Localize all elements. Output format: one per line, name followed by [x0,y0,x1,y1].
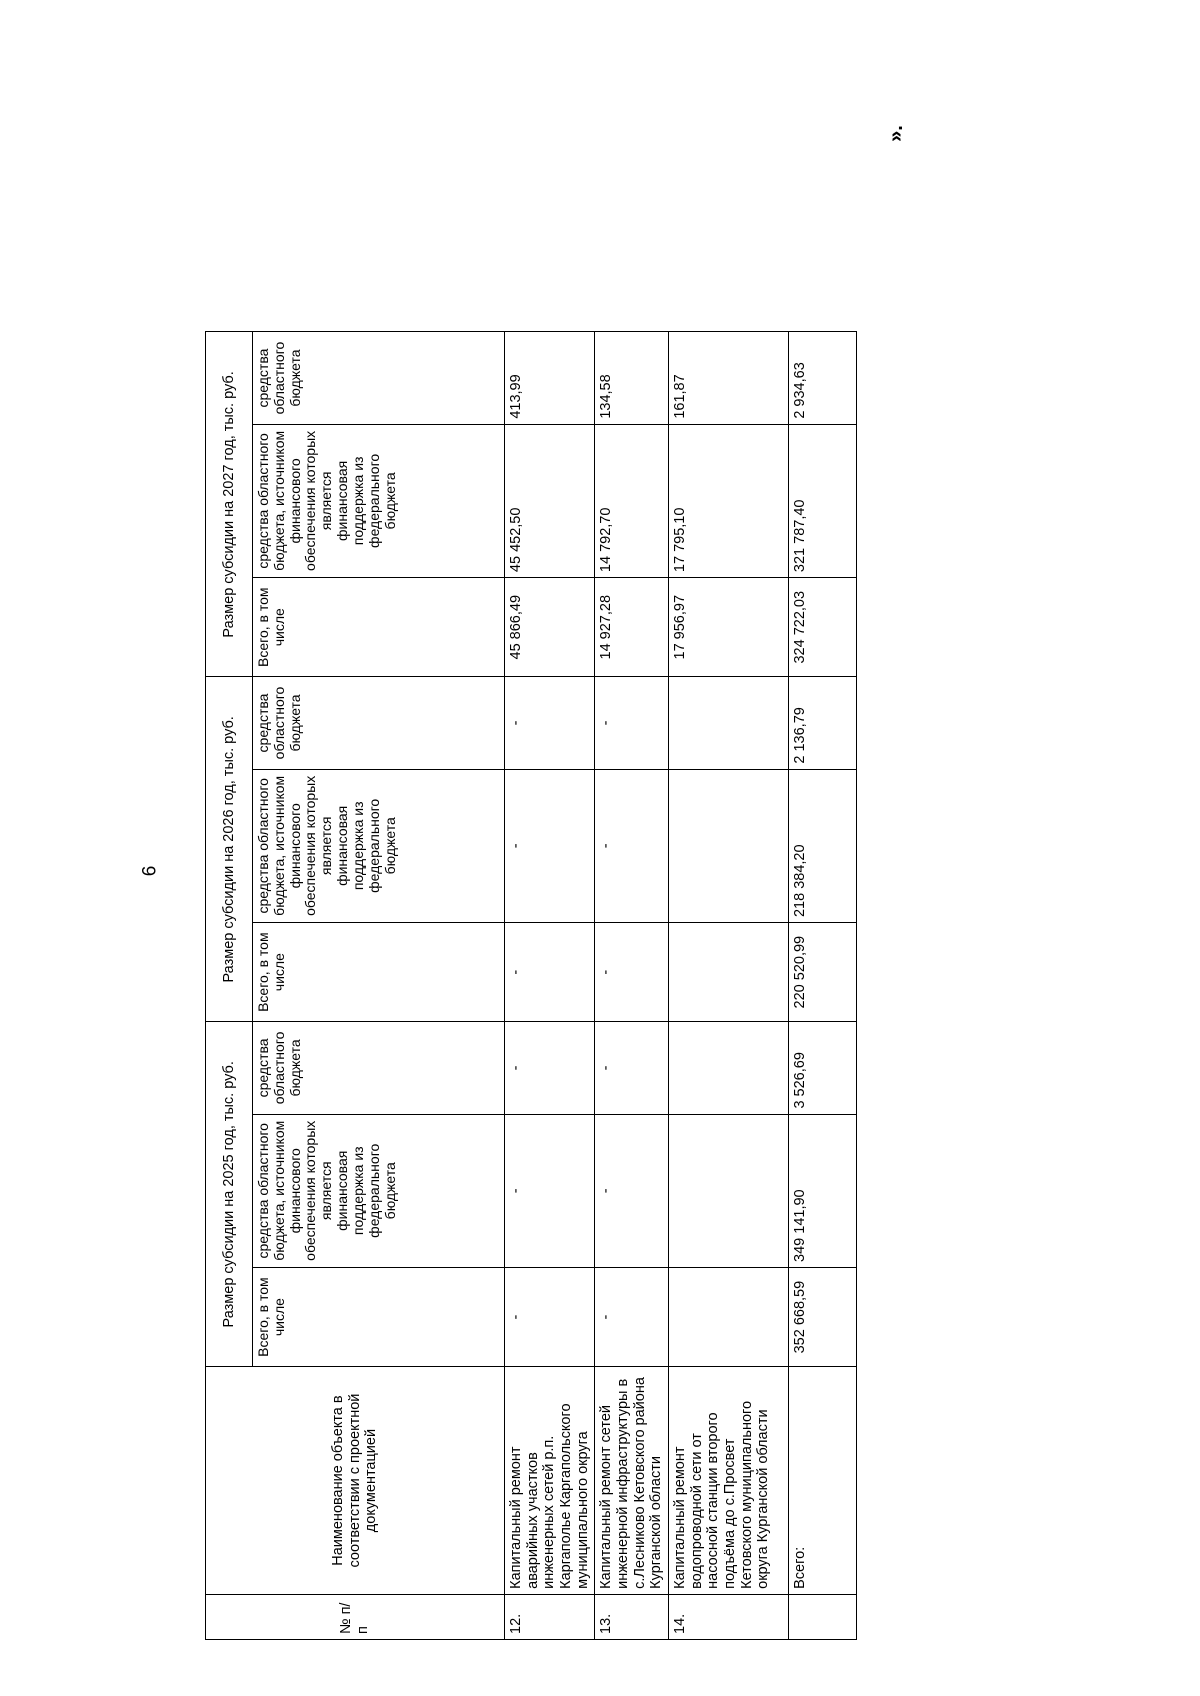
cell-2025-federal: - [595,1114,669,1267]
cell-2026-federal: - [505,769,595,922]
total-2027-federal: 321 787,40 [789,424,857,577]
page-number: 6 [139,865,161,877]
cell-2026-regional [669,677,789,769]
cell-2027-regional: 161,87 [669,332,789,424]
cell-2025-regional: - [505,1022,595,1114]
row-number: 14. [669,1594,789,1639]
header-2027-total: Всего, в том числе [253,578,505,677]
total-2025-federal: 349 141,90 [789,1114,857,1267]
cell-2027-federal: 14 792,70 [595,424,669,577]
cell-2025-regional: - [595,1022,669,1114]
total-2025-regional: 3 526,69 [789,1022,857,1114]
cell-2027-total: 45 866,49 [505,578,595,677]
object-name: Капитальный ремонт водопроводной сети от насосной станции второго подъёма до с.Просвет Кетовского муниципального округа Курганской области [669,1367,789,1595]
cell-2025-total [669,1267,789,1366]
cell-2027-regional: 134,58 [595,332,669,424]
header-2026-regional: средства областного бюджета [253,677,505,769]
header-year-2027: Размер субсидии на 2027 год, тыс. руб. [206,332,253,677]
closing-quote-mark: ». [884,125,907,142]
row-number: 13. [595,1594,669,1639]
header-2025-federal: средства областного бюджета, источником финансового обеспечения которых является финансовая поддержка из федерального бюджета [253,1114,505,1267]
cell-2026-regional: - [595,677,669,769]
subsidy-table-container [205,50,870,1640]
total-2026-federal: 218 384,20 [789,769,857,922]
cell-2026-total [669,923,789,1022]
total-2026-regional: 2 136,79 [789,677,857,769]
object-name: Капитальный ремонт аварийных участков инженерных сетей р.п. Каргаполье Каргапольского муниципального округа [505,1367,595,1595]
header-2027-regional: средства областного бюджета [253,332,505,424]
total-2025-total: 352 668,59 [789,1267,857,1366]
cell-2026-total: - [595,923,669,1022]
header-2027-federal: средства областного бюджета, источником финансового обеспечения которых является финансовая поддержка из федерального бюджета [253,424,505,577]
cell-2026-regional: - [505,677,595,769]
total-2027-total: 324 722,03 [789,578,857,677]
header-year-2026: Размер субсидии на 2026 год, тыс. руб. [206,677,253,1022]
header-2026-total: Всего, в том числе [253,923,505,1022]
cell-2026-total: - [505,923,595,1022]
header-year-2025: Размер субсидии на 2025 год, тыс. руб. [206,1022,253,1367]
cell-2025-regional [669,1022,789,1114]
cell-2025-total: - [595,1267,669,1366]
cell-2027-regional: 413,99 [505,332,595,424]
cell-2025-federal [669,1114,789,1267]
header-row-years [206,50,253,1640]
cell-2025-federal: - [505,1114,595,1267]
row-number: 12. [505,1594,595,1639]
cell-2027-federal: 17 795,10 [669,424,789,577]
cell-2027-federal: 45 452,50 [505,424,595,577]
header-2025-regional: средства областного бюджета [253,1022,505,1114]
cell-2026-federal: - [595,769,669,922]
cell-2027-total: 17 956,97 [669,578,789,677]
cell-2025-total: - [505,1267,595,1366]
total-row-number [789,1594,857,1639]
header-object-name: Наименование объекта в соответствии с проектной документацией [206,1367,505,1595]
total-2026-total: 220 520,99 [789,923,857,1022]
cell-2026-federal [669,769,789,922]
header-2025-total: Всего, в том числе [253,1267,505,1366]
object-name: Капитальный ремонт сетей инженерной инфраструктуры в с.Лесниково Кетовского района Курганской области [595,1367,669,1595]
cell-2027-total: 14 927,28 [595,578,669,677]
subsidy-table [205,50,857,1640]
total-label: Всего: [789,1367,857,1595]
total-2027-regional: 2 934,63 [789,332,857,424]
header-2026-federal: средства областного бюджета, источником финансового обеспечения которых является финансовая поддержка из федерального бюджета [253,769,505,922]
table-spacer [206,50,857,332]
header-num: № п/п [206,1594,505,1639]
